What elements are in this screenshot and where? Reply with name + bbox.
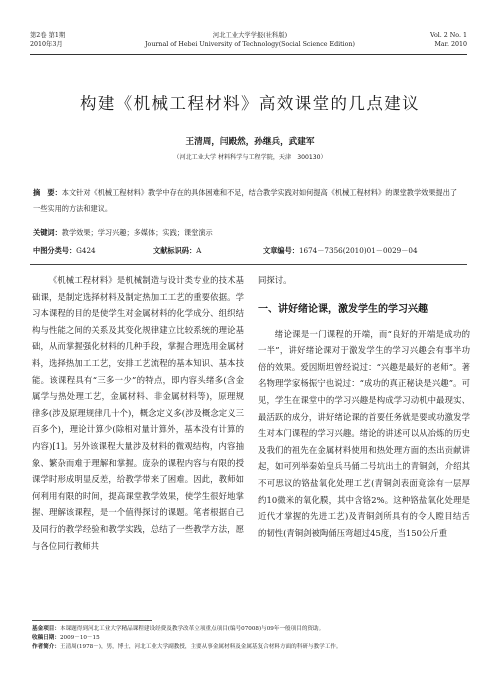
section-heading: 一、讲好绪论课，激发学生的学习兴趣 bbox=[258, 303, 428, 315]
keywords-text: 教学效果；学习兴趣；多媒体；实践；课堂演示 bbox=[61, 228, 213, 237]
footnote-rule bbox=[32, 620, 152, 621]
intro-paragraph: 《机械工程材料》是机械制造与设计类专业的技术基础课，是制定选择材料及制定热加工工艺的重要依据。学习本课程的目的是使学生对金属材料的化学成分、组织结构与性能之间的关系及其变化规律建立比较系统的理论基础，从而掌握强化材料的几种手段，掌握合理选用金属材料，选择热加工工艺，安排工艺流程的基本知识、基本技能。该课程具有“三多一少”的特点，即内容头绪多(含金属学与热处理工艺，金属材料、非金属材料等)，原理规律多(涉及原理规律几十个)，概念定义多(涉及概念定义三百多个)，理论计算少(除相对量计算外，基本没有计算的内容)[1]。另外该课程大量涉及材料的微观结构，内容抽象、繁杂而难于理解和掌握。庞杂的课程内容与有限的授课学时形成明显反差，给教学带来了困难。因此，教师如何利用有限的时间，提高课堂教学效果，使学生很好地掌握、理解该课程，是一个值得探讨的课题。笔者根据自己及同行的教学经验和教学实践，总结了一些教学方法，愿与各位同行教师共 bbox=[32, 275, 244, 551]
clc-item bbox=[33, 246, 153, 256]
article-id-item bbox=[263, 246, 418, 256]
journal-name-cn: 河北工业大学学报(社科版) bbox=[212, 32, 288, 39]
article-id-label: 文章编号： bbox=[263, 246, 299, 255]
doc-code-value: A bbox=[196, 246, 202, 255]
author-bio-text: 王清周(1978－)，男，博士，河北工业大学副教授，主要从事金属材料及金属基复合材料方面的科研与教学工作。 bbox=[59, 644, 342, 650]
article-id-value: 1674－7356(2010)01－0029－04 bbox=[298, 246, 418, 255]
paper-title: 构建《机械工程材料》高效课堂的几点建议 bbox=[79, 94, 421, 113]
doc-code-label: 文献标识码： bbox=[153, 246, 197, 255]
running-header-right bbox=[430, 31, 467, 49]
fund-note bbox=[32, 625, 472, 634]
right-column bbox=[258, 272, 470, 541]
keywords-label: 关键词： bbox=[33, 228, 62, 237]
doc-code-item bbox=[153, 246, 263, 256]
issue-volume: 第2卷 第1期 bbox=[30, 32, 66, 39]
fund-label: 基金项目： bbox=[32, 626, 60, 632]
fund-text: 本课题得到河北工业大学精品课程建设经费及教学改革立项重点项目(编号07008)与09年一般项目的资助。 bbox=[59, 626, 325, 632]
affiliation: （河北工业大学 材料科学与工程学院，天津 300130） bbox=[173, 154, 327, 161]
abstract bbox=[33, 185, 463, 217]
clc-value: G424 bbox=[76, 246, 96, 255]
issue-date: 2010年3月 bbox=[30, 41, 63, 48]
section-paragraph: 绪论课是一门课程的开端，而“良好的开端是成功的一半”，讲好绪论课对于激发学生的学习兴趣会有事半功倍的效果。爱因斯坦曾经说过：“兴趣是最好的老师”。著名物理学家杨振宁也说过：“成功的真正秘诀是兴趣”。可见，学生在课堂中的学习兴趣是构成学习动机中最现实、最活跃的成分，讲好绪论课的首要任务就是要或功激发学生对本门课程的学习兴趣。绪论的讲述可以从冶炼的历史及我们的祖先在金属材料使用和热处理方面的杰出贡献讲起，如可列举秦始皇兵马俑二号坑出土的青铜剑，介绍其不可思议的铬盐氧化处理工艺(青铜剑表面竟涂有一层厚约10微米的氧化膜，其中含铬2%。这种铬盐氧化处理是近代才掌握的先进工艺)及青铜剑所具有的令人瞠目结舌的韧性(青铜剑被陶俑压弯超过45度，当150公斤重 bbox=[258, 328, 470, 538]
left-column bbox=[32, 272, 244, 554]
author-list: 王清周，闫殿然，孙继兵，武建军 bbox=[185, 137, 315, 147]
abstract-text: 本文针对《机械工程材料》教学中存在的具体困难和不足，结合教学实践对如何提高《机械工程材料》的课堂教学效果提出了一些实用的方法和建议。 bbox=[33, 188, 458, 213]
header-rule bbox=[30, 54, 467, 55]
classification-line bbox=[33, 246, 473, 256]
received-note bbox=[32, 634, 472, 643]
running-header-left bbox=[30, 31, 65, 49]
author-bio-label: 作者简介： bbox=[32, 644, 60, 650]
footnotes bbox=[32, 625, 472, 652]
received-date: 2009－10－15 bbox=[59, 635, 100, 641]
abstract-label: 摘 要： bbox=[33, 188, 62, 197]
clc-label: 中图分类号： bbox=[33, 246, 77, 255]
intro-paragraph-end: 同探讨。 bbox=[258, 275, 292, 285]
author-bio-note bbox=[32, 643, 472, 652]
issue-volume-en: Vol. 2 No. 1 bbox=[430, 32, 467, 39]
abstract-rule bbox=[30, 264, 467, 265]
issue-date-en: Mar. 2010 bbox=[434, 41, 467, 48]
running-header-center bbox=[100, 31, 400, 49]
journal-name-en: Journal of Hebei University of Technology(Social Science Edition) bbox=[145, 41, 355, 48]
keywords bbox=[33, 228, 213, 238]
received-label: 收稿日期： bbox=[32, 635, 60, 641]
